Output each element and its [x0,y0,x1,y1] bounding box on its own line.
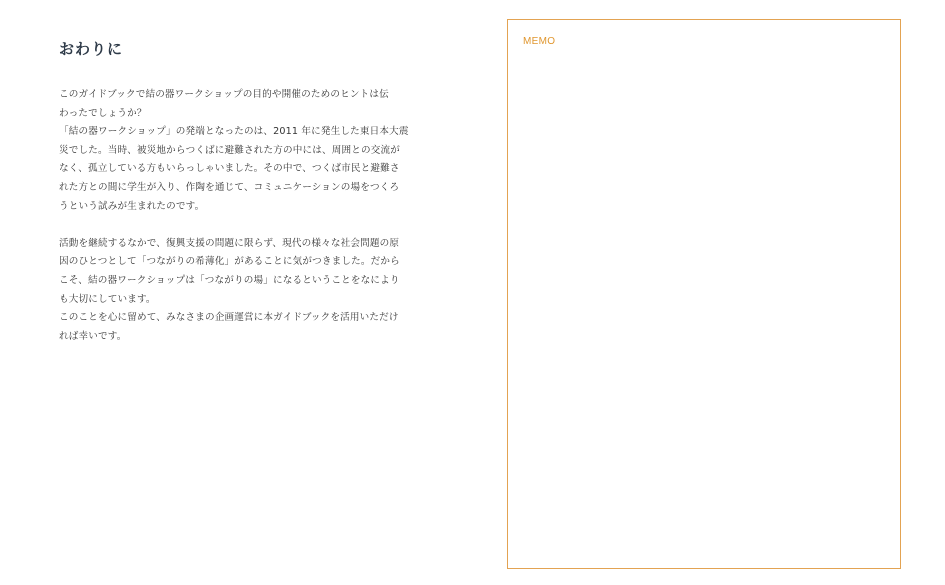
paragraph-line: このガイドブックで結の器ワークショップの目的や開催のためのヒントは伝 [59,89,389,100]
paragraph-line: れば幸いです。 [59,330,127,342]
body-text [59,86,437,346]
paragraph-line: 「結の器ワークショップ」の発端となったのは、2011 年に発生した東日本大震 [59,126,409,138]
paragraph-line: うという試みが生まれたのです。 [59,200,205,212]
paragraph-line: こそ、結の器ワークショップは「つながりの場」になるということをなにより [59,274,400,286]
page-title: おわりに [59,40,124,58]
paragraph-line: れた方との間に学生が入り、作陶を通じて、コミュニケーションの場をつくろ [59,181,400,193]
paragraph-spacer [59,216,437,235]
paragraph-line: 因のひとつとして「つながりの希薄化」があることに気がつきました。だから [59,256,400,268]
memo-label: MEMO [523,36,556,47]
text-page [0,0,470,585]
paragraph-line: も大切にしています。 [59,293,156,305]
paragraph-line: このことを心に留めて、みなさまの企画運営に本ガイドブックを活用いただけ [59,312,399,324]
paragraph-line: わったでしょうか？ [59,107,147,119]
paragraph-line: なく、孤立している方もいらっしゃいました。その中で、つくば市民と避難さ [59,163,400,175]
paragraph-line: 災でした。当時、被災地からつくばに避難された方の中には、周囲との交流が [59,144,400,156]
memo-box[interactable] [507,19,901,569]
paragraph-line: 活動を継続するなかで、復興支援の問題に限らず、現代の様々な社会問題の原 [59,237,400,249]
